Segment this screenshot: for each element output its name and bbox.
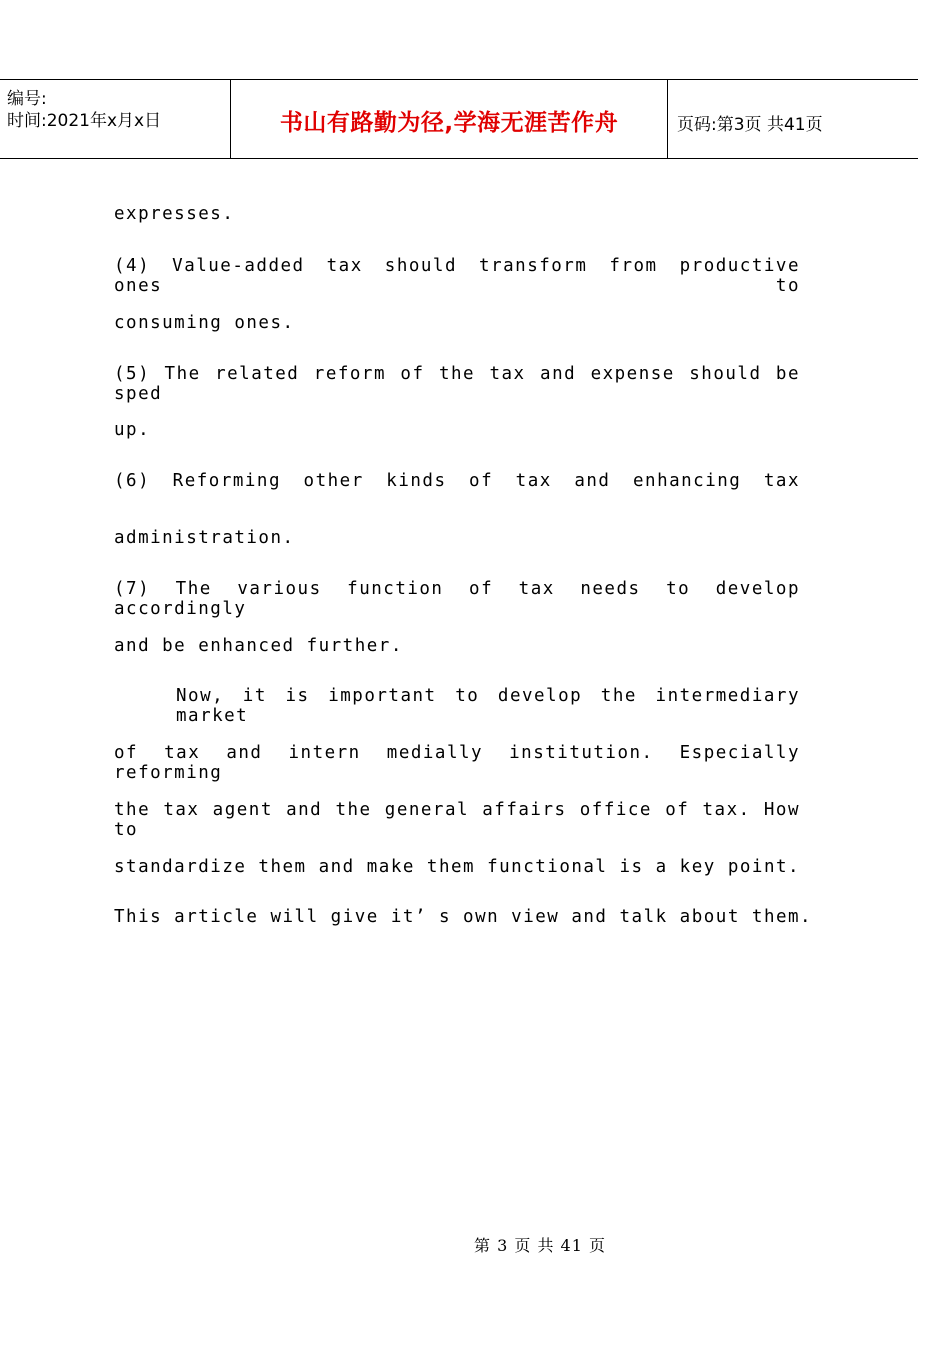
header-page-cell: [667, 80, 918, 158]
document-date-label: 时间:2021年x月x日: [7, 111, 162, 131]
body-line: consuming ones.: [114, 313, 295, 333]
body-line: and be enhanced further.: [114, 636, 403, 656]
list-item-5: (5) The related reform of the tax and expense should be sped: [114, 364, 800, 404]
body-line: expresses.: [114, 204, 235, 224]
header-motto: 书山有路勤为径,学海无涯苦作舟: [279, 110, 619, 136]
body-line: up.: [114, 420, 151, 440]
paragraph-line: standardize them and make them functional is a key point.: [114, 857, 801, 877]
paragraph-first-line: Now, it is important to develop the intermediary market: [176, 686, 800, 726]
list-item-4: (4) Value-added tax should transform from productive ones to: [114, 256, 800, 296]
page-header: [0, 79, 918, 159]
document-number-label: 编号:: [7, 89, 47, 109]
header-meta-cell: [0, 80, 230, 158]
paragraph-line: the tax agent and the general affairs office of tax. How to: [114, 800, 800, 840]
paragraph-line: This article will give it’ s own view and talk about them.: [114, 907, 813, 927]
header-motto-cell: [230, 80, 668, 158]
list-item-7: (7) The various function of tax needs to develop accordingly: [114, 579, 800, 619]
list-item-6: (6) Reforming other kinds of tax and enhancing tax: [114, 471, 800, 491]
page-footer: 第 3 页 共 41 页: [474, 1236, 606, 1255]
body-line: administration.: [114, 528, 295, 548]
header-page-info: 页码:第3页 共41页: [677, 115, 823, 135]
paragraph-line: of tax and intern medially institution. Especially reforming: [114, 743, 800, 783]
